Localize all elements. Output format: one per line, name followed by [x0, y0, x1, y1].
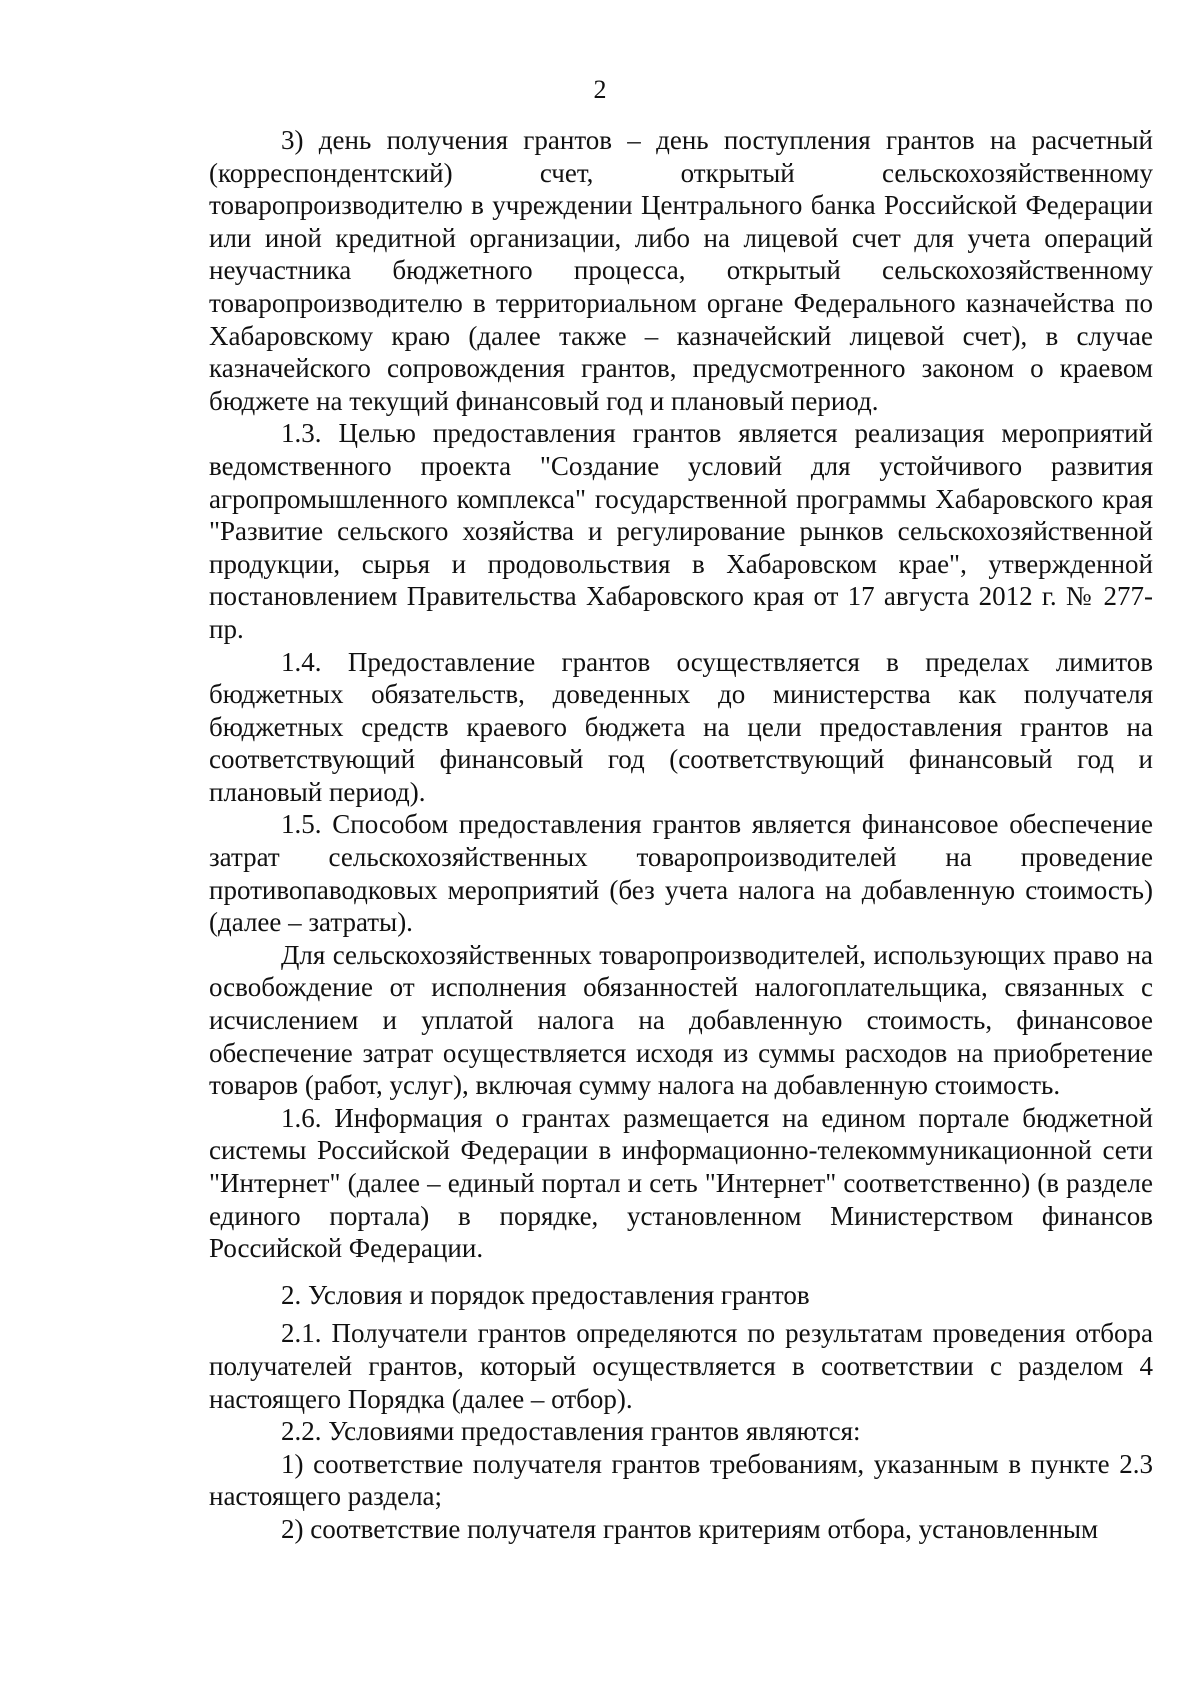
paragraph-condition-2: 2) соответствие получателя грантов критериям отбора, установленным — [281, 1513, 1099, 1544]
paragraph-1-6-portal: 1.6. Информация о грантах размещается на едином портале бюджетной системы Российской Федерации в информационно-телекоммуникационной сети "Интернет" (далее – единый портал и сеть "Интернет" соответственно) (в разделе единого портала) в порядке, установленном Министерством финансов Российской Федерации. — [209, 1102, 1153, 1264]
paragraph-vat-exemption: Для сельскохозяйственных товаропроизводителей, использующих право на освобождение от исполнения обязанностей налогоплательщика, связанных с исчислением и уплатой налога на добавленную стоимость, финансовое обеспечение затрат осуществляется исходя из суммы расходов на приобретение товаров (работ, услуг), включая сумму налога на добавленную стоимость. — [209, 939, 1153, 1101]
paragraph-1-5-method: 1.5. Способом предоставления грантов является финансовое обеспечение затрат сельскохозяйственных товаропроизводителей на проведение противопаводковых мероприятий (без учета налога на добавленную стоимость) (далее – затраты). — [209, 809, 1153, 938]
page-number: 2 — [593, 75, 607, 104]
section-heading-2: 2. Условия и порядок предоставления грантов — [281, 1279, 810, 1310]
paragraph-1-4-limits: 1.4. Предоставление грантов осуществляется в пределах лимитов бюджетных обязательств, доведенных до министерства как получателя бюджетных средств краевого бюджета на цели предоставления грантов на соответствующий финансовый год (соответствующий финансовый год и плановый период). — [209, 646, 1153, 807]
document-body — [209, 124, 1153, 1546]
paragraph-1-3-purpose: 1.3. Целью предоставления грантов является реализация мероприятий ведомственного проекта "Создание условий для устойчивого развития агропромышленного комплекса" государственной программы Хабаровского края "Развитие сельского хозяйства и регулирование рынков сельскохозяйственной продукции, сырья и продовольствия в Хабаровском крае", утвержденной постановлением Правительства Хабаровского края от 17 августа 2012 г. № 277-пр. — [209, 418, 1153, 644]
paragraph-condition-1: 1) соответствие получателя грантов требованиям, указанным в пункте 2.3 настоящего раздела; — [209, 1448, 1153, 1512]
paragraph-2-2-conditions: 2.2. Условиями предоставления грантов являются: — [281, 1416, 861, 1447]
paragraph-2-1-recipients: 2.1. Получатели грантов определяются по результатам проведения отбора получателей грантов, который осуществляется в соответствии с разделом 4 настоящего Порядка (далее – отбор). — [209, 1318, 1153, 1414]
paragraph-grant-receipt-day: 3) день получения грантов – день поступления грантов на расчетный (корреспондентский) счет, открытый сельскохозяйственному товаропроизводителю в учреждении Центрального банка Российской Федерации или иной кредитной организации, либо на лицевой счет для учета операций неучастника бюджетного процесса, открытый сельскохозяйственному товаропроизводителю в территориальном органе Федерального казначейства по Хабаровскому краю (далее также – казначейский лицевой счет), в случае казначейского сопровождения грантов, предусмотренного законом о краевом бюджете на текущий финансовый год и плановый период. — [209, 125, 1153, 416]
